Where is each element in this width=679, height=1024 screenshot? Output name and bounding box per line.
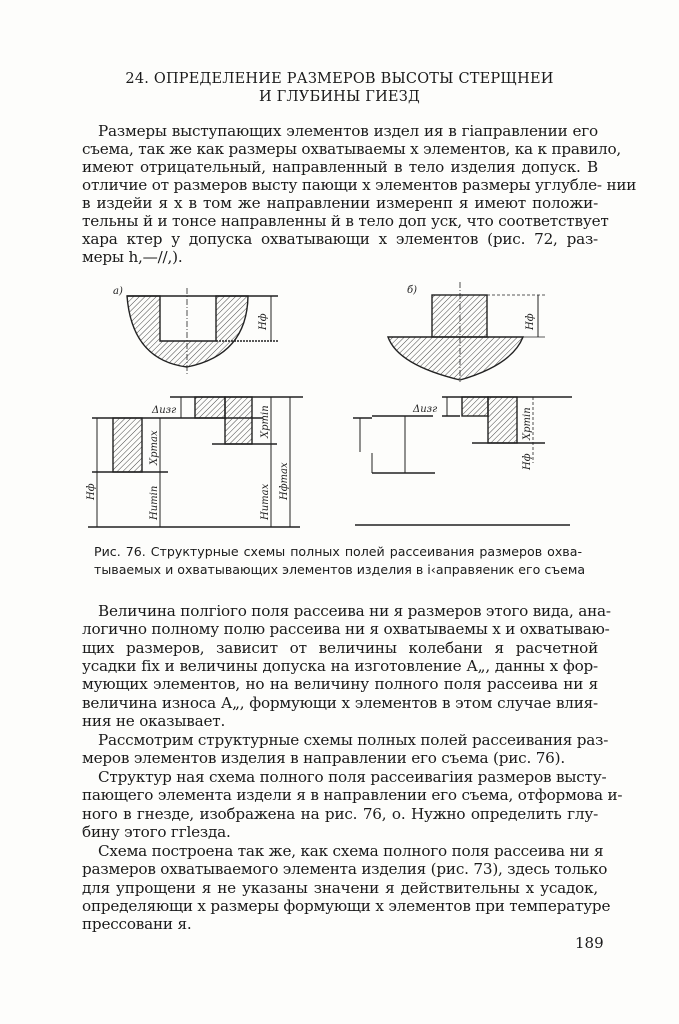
figure-caption-line1: Рис. 76. Структурные схемы полных полей рассеивания размеров охва- bbox=[94, 544, 582, 559]
dim-label: Hф bbox=[86, 483, 97, 500]
dim-label: Hиmin bbox=[149, 485, 160, 520]
text-line: размеров охватываемого элемента изделия (рис. 73), здесь только bbox=[82, 860, 608, 878]
text-line: Рассмотрим структурные схемы полных полей рассеивания раз- bbox=[98, 731, 609, 749]
text-line: щих размеров, зависит от величины колебани я расчетной bbox=[82, 639, 598, 657]
text-line: Схема построена так же, как схема полного поля рассеива ни я bbox=[98, 842, 604, 860]
dim-label: Hфmax bbox=[279, 462, 290, 500]
dim-label: Hиmax bbox=[260, 483, 271, 520]
section-heading-line1: 24. ОПРЕДЕЛЕНИЕ РАЗМЕРОВ ВЫСОТЫ СТЕРЩНЕИ bbox=[125, 71, 554, 87]
page-number: 189 bbox=[575, 934, 604, 952]
text-line: величина износа А„, формующи х элементов в этом случае влия- bbox=[82, 694, 598, 712]
text-line: для упрощени я не указаны значени я действительны х усадок, bbox=[82, 879, 598, 897]
dim-label: Xpmin bbox=[522, 407, 533, 440]
text-line: бину этого ггlезда. bbox=[82, 823, 231, 841]
text-line: отличие от размеров высту пающи х элементов размеры углубле- нии bbox=[82, 176, 637, 194]
dim-label: Δизг bbox=[152, 405, 177, 416]
text-line: Структур ная схема полного поля рассеивагіия размеров высту- bbox=[98, 768, 607, 786]
text-line: Величина полгіого поля рассеива ни я размеров этого вида, ана- bbox=[98, 602, 611, 620]
text-line: логично полному полю рассеива ни я охватываемы х и охватываю- bbox=[82, 620, 610, 638]
text-line: хара ктер у допуска охватывающи х элементов (рис. 72, раз- bbox=[82, 230, 598, 248]
dim-label: Hф bbox=[522, 453, 533, 470]
text-line: пающего элемента издели я в направлении его съема, отформова и- bbox=[82, 786, 623, 804]
dim-label: Δизг bbox=[413, 404, 438, 415]
text-line: меры h,—//,). bbox=[82, 248, 183, 266]
text-line: Размеры выступающих элементов издел ия в гіаправлении его bbox=[98, 122, 598, 140]
text-line: в издейи я х в том же направлении измеренп я имеют положи- bbox=[82, 194, 598, 212]
text-line: съема, так же как размеры охватываемы х элементов, ка к правило, bbox=[82, 140, 622, 158]
figure-b-part bbox=[388, 282, 545, 382]
text-line: прессовани я. bbox=[82, 915, 192, 933]
dim-label: Hф bbox=[258, 313, 269, 330]
text-line: ния не оказывает. bbox=[82, 712, 226, 730]
text-line: мующих элементов, но на величину полного поля рассеива ни я bbox=[82, 675, 598, 693]
text-line: определяющи х размеры формующи х элементов при температуре bbox=[82, 897, 611, 915]
dim-label: Xpmax bbox=[149, 430, 160, 465]
text-line: меров элементов изделия в направлении его съема (рис. 76). bbox=[82, 749, 565, 767]
text-line: усадки fix и величины допуска на изготовление А„, данны х фор- bbox=[82, 657, 598, 675]
figure-a-part bbox=[127, 288, 278, 375]
figure-caption-line2: тываемых и охватывающих элементов изделия в і‹аправяеник его съема bbox=[94, 562, 586, 577]
text-line: ного в гнезде, изображена на рис. 76, о. Нужно определить глу- bbox=[82, 805, 598, 823]
dim-label: Xpmin bbox=[260, 405, 271, 438]
figure-a-label: а) bbox=[113, 286, 123, 297]
dim-label: Hф bbox=[525, 313, 536, 330]
text-line: тельны й и тонсе направленны й в тело доп уск, что соответствует bbox=[82, 212, 609, 230]
text-line: имеют отрицательный, направленный в тело изделия допуск. В bbox=[82, 158, 598, 176]
figure-b-label: б) bbox=[407, 285, 418, 296]
section-heading-line2: И ГЛУБИНЫ ГИЕЗД bbox=[259, 89, 420, 105]
scheme-b bbox=[353, 397, 572, 525]
